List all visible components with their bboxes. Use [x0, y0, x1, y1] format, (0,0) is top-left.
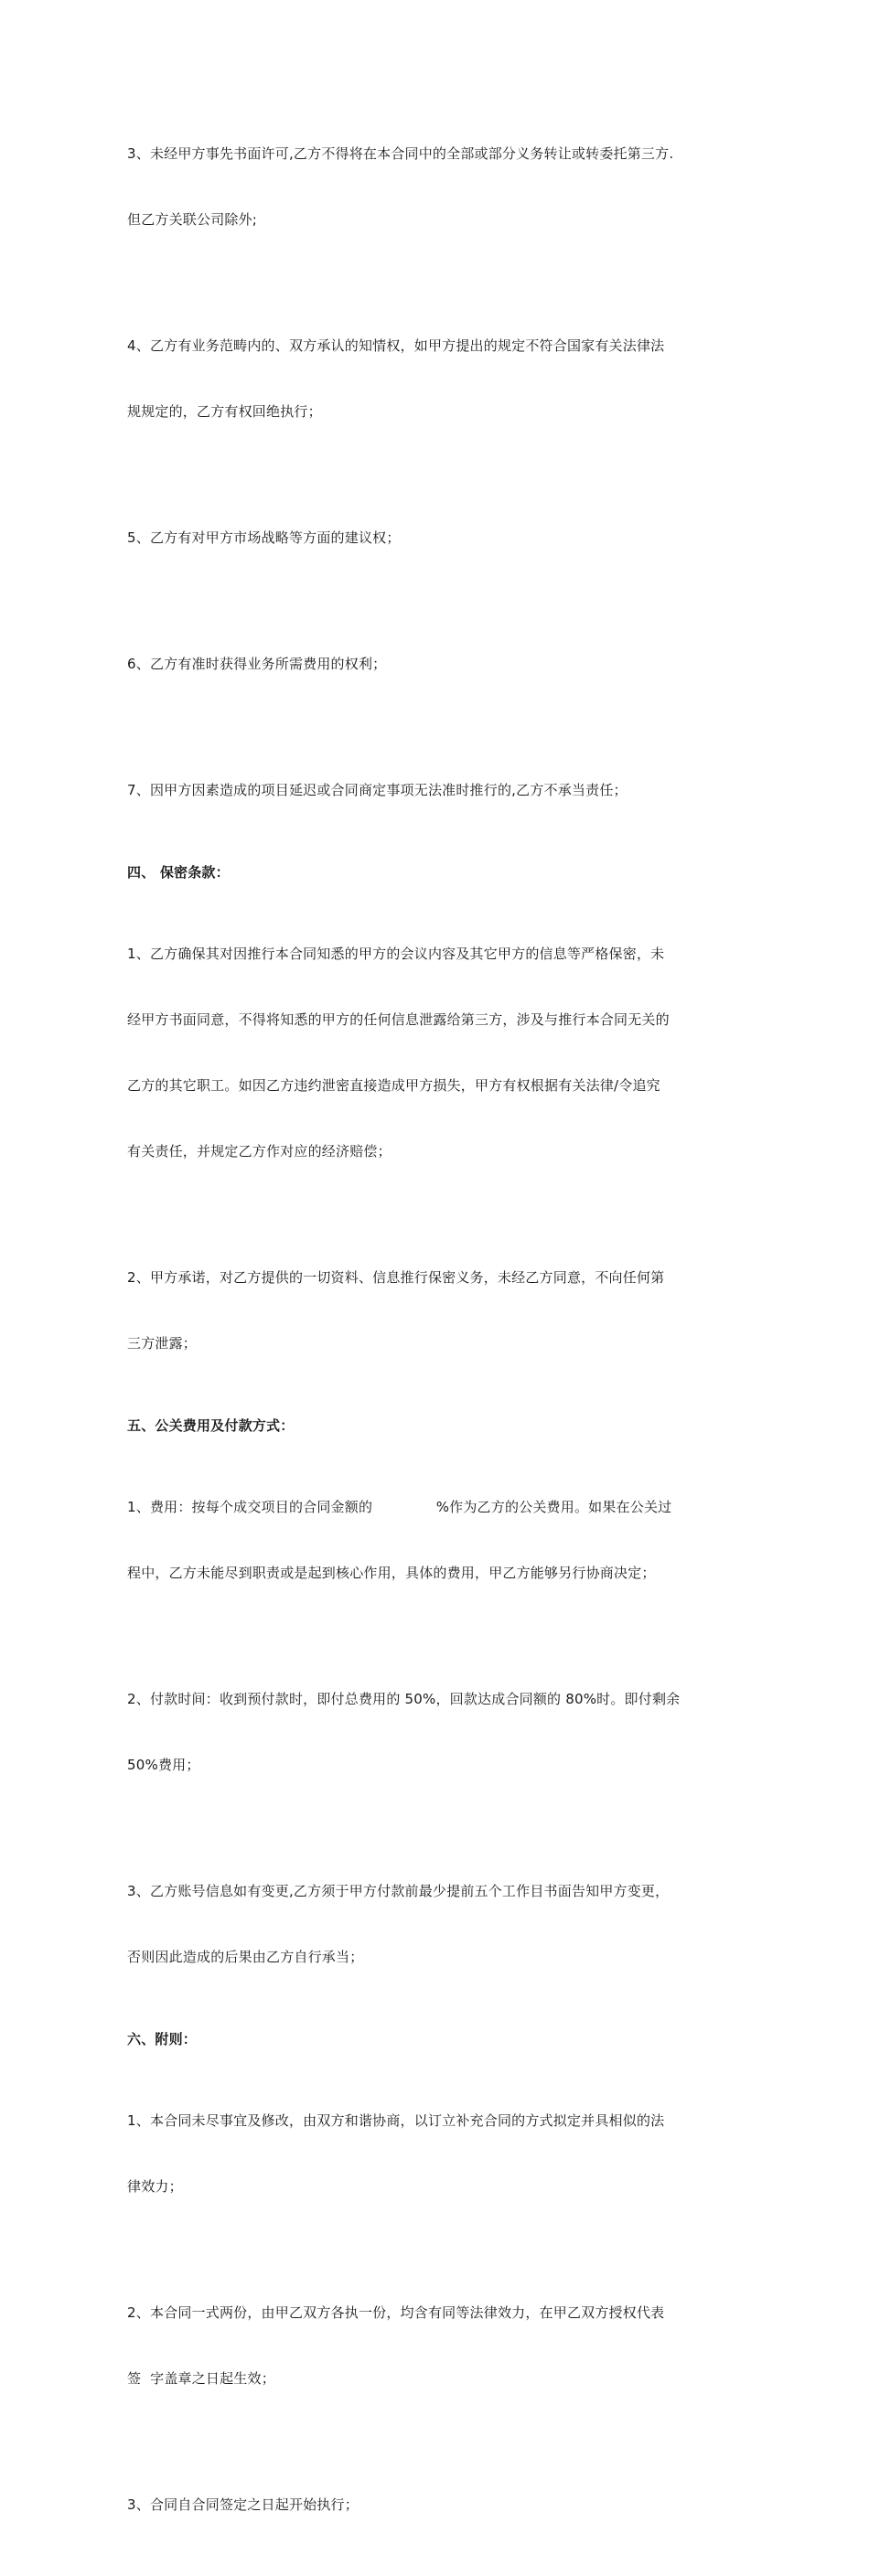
clause-3-3: [127, 99, 749, 274]
text-line: 三方泄露；: [127, 1335, 198, 1352]
document-page: [127, 99, 749, 2576]
text-line: 经甲方书面同意，不得将知悉的甲方的任何信息泄露给第三方，涉及与推行本合同无关的: [127, 1011, 670, 1028]
text-line: 但乙方关联公司除外;: [127, 211, 258, 228]
section-heading-fees: 五、公关费用及付款方式：: [127, 1417, 295, 1434]
text-line: 50%费用；: [127, 1757, 200, 1773]
clause-4-1: [127, 899, 749, 1206]
text-line: 2、甲方承诺，对乙方提供的一切资料、信息推行保密义务，未经乙方同意，不向任何第: [127, 1269, 665, 1286]
clause-6-3: [127, 2450, 749, 2560]
text-line: 否则因此造成的后果由乙方自行承当；: [127, 1949, 364, 1965]
clause-5-1: [127, 1452, 749, 1628]
text-line: 律效力；: [127, 2178, 183, 2195]
text-line: 7、因甲方因素造成的项目延迟或合同商定事项无法准时推行的,乙方不承当责任；: [127, 782, 628, 798]
text-line: 3、合同自合同签定之日起开始执行；: [127, 2496, 359, 2513]
text-line: 2、付款时间：收到预付款时，即付总费用的 50%，回款达成合同额的 80%时。即付剩余: [127, 1691, 681, 1707]
text-line: 6、乙方有准时获得业务所需费用的权利；: [127, 656, 387, 672]
text-line: 程中，乙方未能尽到职责或是起到核心作用，具体的费用，甲乙方能够另行协商决定；: [127, 1565, 656, 1581]
clause-6-1: [127, 2066, 749, 2241]
text-line: 有关责任，并规定乙方作对应的经济赔偿；: [127, 1143, 392, 1160]
section-heading-supplementary: 六、附则：: [127, 2031, 198, 2047]
text-line: 1、本合同未尽事宜及修改，由双方和谐协商，以订立补充合同的方式拟定并具相似的法: [127, 2112, 665, 2129]
clause-6-2: [127, 2258, 749, 2433]
clause-3-7: [127, 735, 749, 845]
clause-3-6: [127, 609, 749, 719]
clause-5-3: [127, 1836, 749, 2012]
clause-3-5: [127, 483, 749, 593]
text-line: 3、乙方账号信息如有变更,乙方须于甲方付款前最少提前五个工作目书面告知甲方变更，: [127, 1883, 670, 1899]
clause-5-2: [127, 1644, 749, 1820]
clause-3-4: [127, 291, 749, 466]
clause-4-2: [127, 1223, 749, 1398]
text-line: 乙方的其它职工。如因乙方违约泄密直接造成甲方损失，甲方有权根据有关法律/令追究: [127, 1077, 660, 1094]
text-line: 2、本合同一式两份，由甲乙双方各执一份，均含有同等法律效力，在甲乙双方授权代表: [127, 2304, 665, 2321]
section-heading-confidentiality: 四、 保密条款：: [127, 864, 230, 881]
text-line: 1、费用：按每个成交项目的合同金额的 %作为乙方的公关费用。如果在公关过: [127, 1499, 672, 1515]
text-line: 规规定的，乙方有权回绝执行；: [127, 403, 322, 420]
text-line: 签 字盖章之日起生效；: [127, 2370, 275, 2387]
text-line: 5、乙方有对甲方市场战略等方面的建议权；: [127, 529, 401, 546]
text-line: 3、未经甲方事先书面许可,乙方不得将在本合同中的全部或部分义务转让或转委托第三方.: [127, 145, 674, 162]
text-line: 4、乙方有业务范畴内的、双方承认的知情权，如甲方提出的规定不符合国家有关法律法: [127, 337, 665, 354]
text-line: 1、乙方确保其对因推行本合同知悉的甲方的会议内容及其它甲方的信息等严格保密，未: [127, 946, 665, 962]
